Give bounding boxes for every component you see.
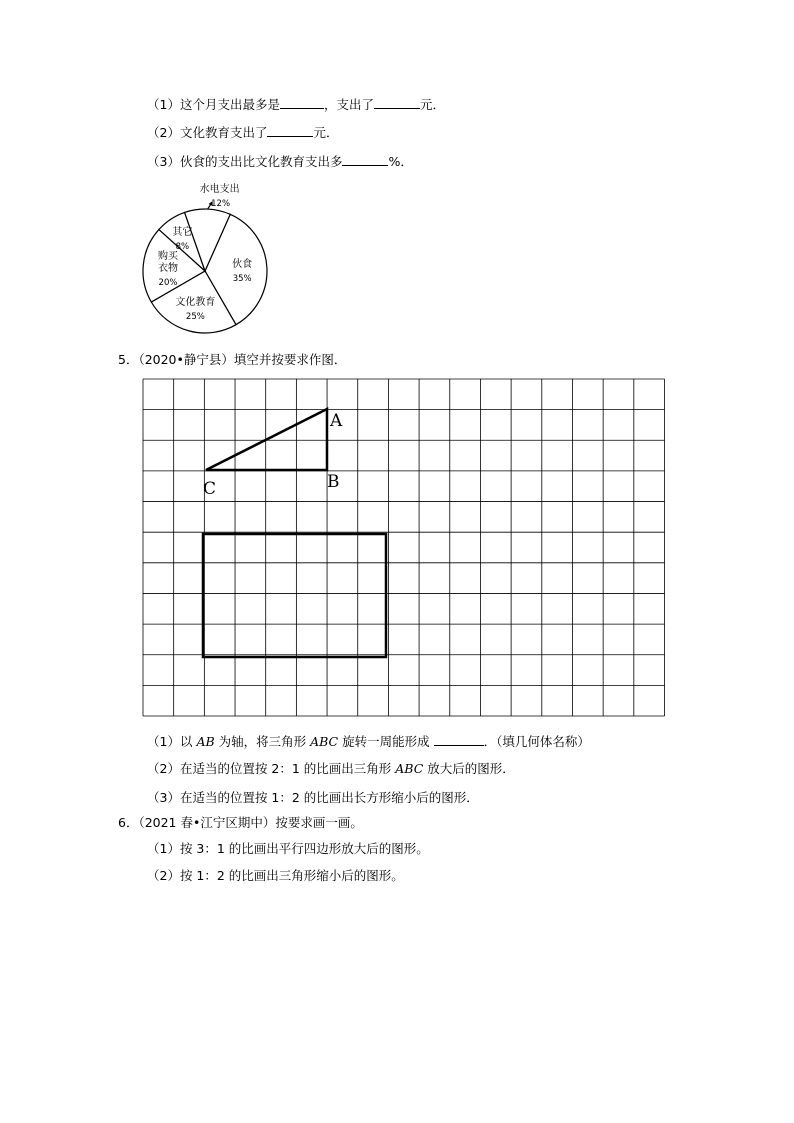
answer-blank[interactable]	[434, 733, 484, 746]
q5-sub1: （1）以 AB 为轴，将三角形 ABC 旋转一周能形成 ．（填几何体名称）	[147, 734, 590, 749]
pie-slice-label: 其它	[172, 226, 193, 238]
pie-slice-label: 水电支出	[199, 184, 240, 195]
q6-sub1: （1）按 3：1 的比画出平行四边形放大后的图形。	[147, 841, 429, 856]
pie-slice-label: 伙食	[232, 259, 253, 271]
q4-sub2: （2）文化教育支出了 元．	[147, 125, 339, 140]
answer-blank[interactable]	[280, 96, 324, 109]
q5-sub2: （2）在适当的位置按 2：1 的比画出三角形 ABC 放大后的图形．	[147, 761, 515, 776]
pie-chart	[138, 178, 278, 338]
pie-slice-value: 8%	[175, 241, 190, 252]
q4-sub3: （3）伙食的支出比文化教育支出多 %．	[147, 154, 413, 169]
answer-blank[interactable]	[267, 124, 313, 137]
pie-slice-label: 文化教育	[175, 296, 216, 308]
q6-header: 6．（2021 春•江宁区期中）按要求画一画。	[118, 815, 363, 830]
q5-sub3: （3）在适当的位置按 1：2 的比画出长方形缩小后的图形．	[147, 790, 479, 805]
q6-sub2: （2）按 1：2 的比画出三角形缩小后的图形。	[147, 868, 404, 883]
q5-header: 5．（2020•静宁县）填空并按要求作图．	[118, 352, 347, 367]
grid-drawing-area[interactable]	[141, 377, 667, 719]
triangle-abc	[206, 409, 327, 470]
q4-sub1: （1）这个月支出最多是 ，支出了 元．	[147, 97, 445, 112]
vertex-label-c: C	[203, 479, 217, 499]
pie-slice-value: 25%	[185, 311, 205, 322]
rectangle	[203, 534, 386, 657]
pie-slice-label: 衣物	[158, 263, 179, 275]
answer-blank[interactable]	[374, 96, 420, 109]
pie-slice-value: 35%	[232, 274, 252, 285]
vertex-label-b: B	[327, 472, 340, 492]
pie-slice-label: 购买	[158, 251, 179, 263]
pie-slice-value: 12%	[211, 199, 231, 209]
vertex-label-a: A	[330, 411, 343, 431]
pie-slice-value: 20%	[158, 278, 178, 289]
answer-blank[interactable]	[342, 153, 388, 166]
